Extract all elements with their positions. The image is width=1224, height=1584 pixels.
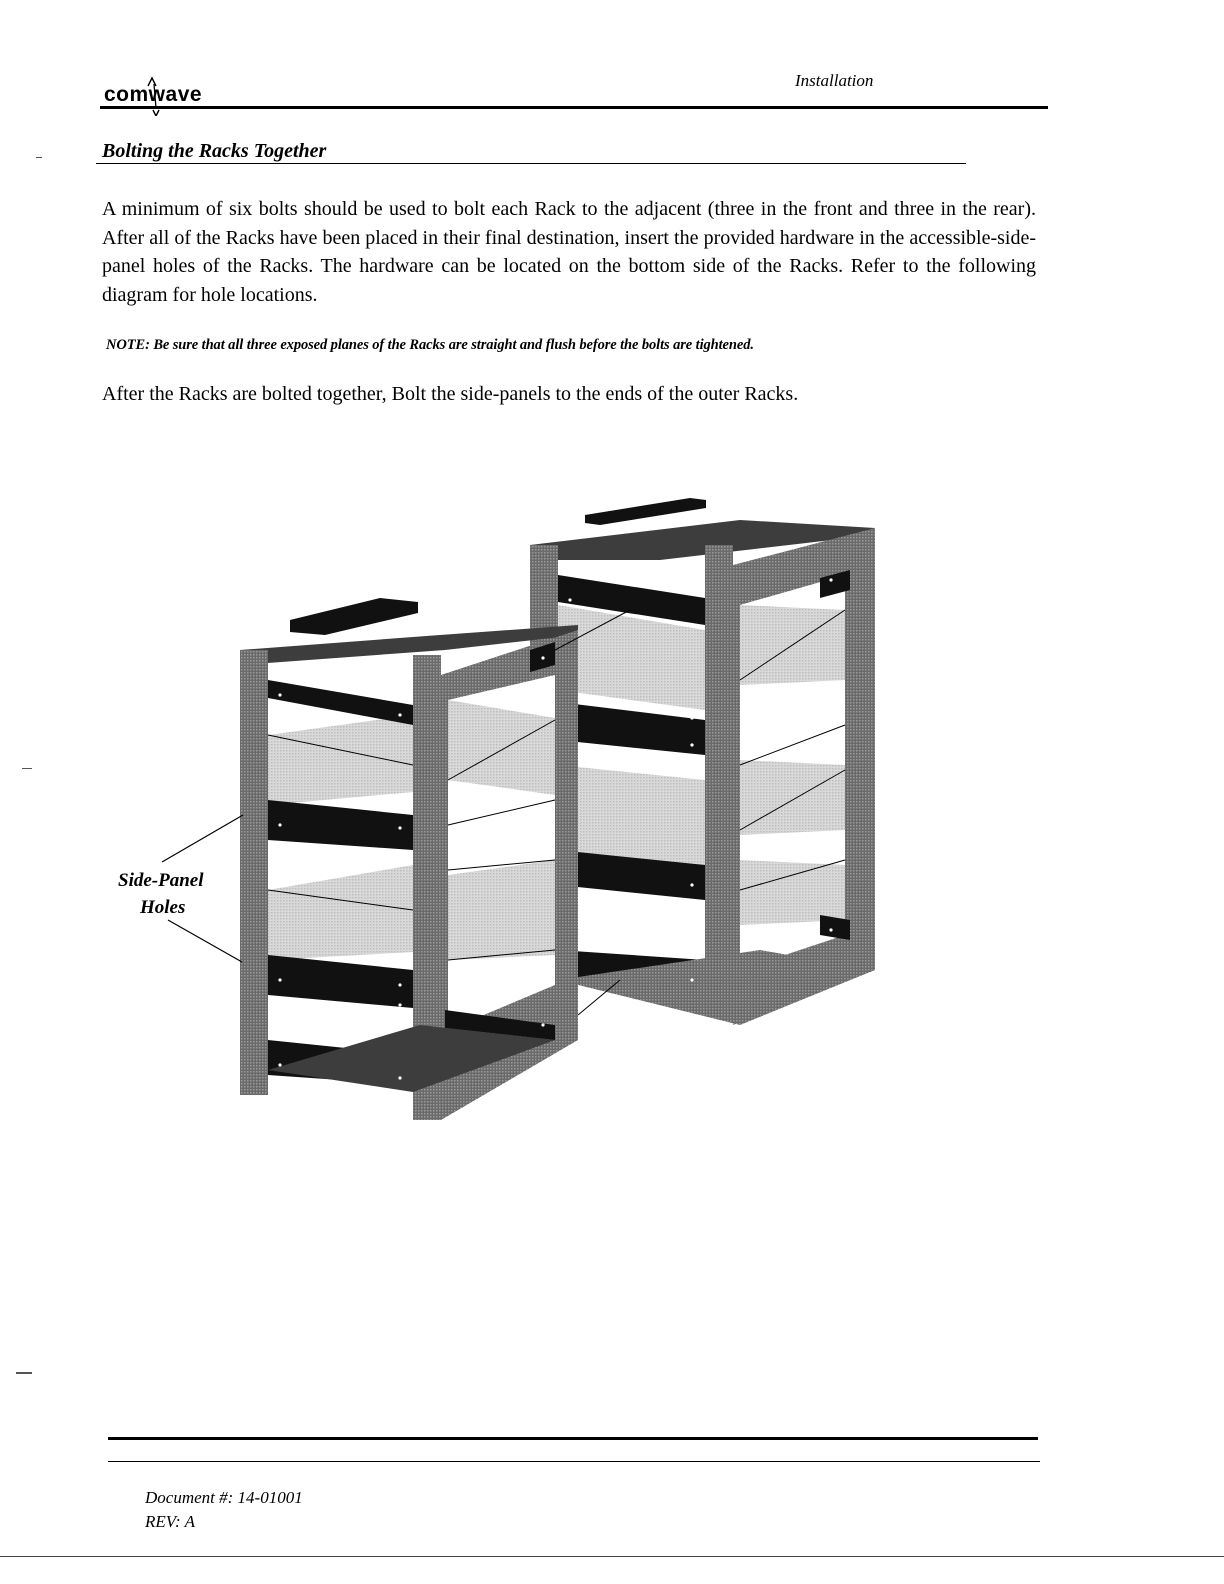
body-paragraph-1: A minimum of six bolts should be used to bolt each Rack to the adjacent (three in the front and three in the rear). After all of the Racks have been placed in their final destination, insert the provided hardware in the accessible-side-panel holes of the Racks. The hardware can be located on the bottom side of the Racks. Refer to the following diagram for hole locations. <box>102 198 1036 306</box>
callout-leader-lower <box>168 920 242 962</box>
header-rule <box>100 106 1048 109</box>
callout-side-panel: Side-Panel <box>118 870 204 891</box>
body-paragraph-2: After the Racks are bolted together, Bolt the side-panels to the ends of the outer Racks. <box>102 383 799 405</box>
footer-rule-thin <box>108 1461 1040 1462</box>
document-number: Document #: 14-01001 <box>145 1488 303 1507</box>
section-rule <box>96 163 966 164</box>
front-rack <box>240 598 578 1120</box>
margin-mark <box>22 768 32 769</box>
rack-diagram <box>100 480 900 1140</box>
page-bottom-rule <box>0 1556 1224 1557</box>
logo-wordmark: comwave <box>104 83 203 106</box>
revision-label: REV: A <box>145 1512 196 1531</box>
margin-mark <box>16 1372 32 1374</box>
callout-holes: Holes <box>140 897 186 918</box>
footer-rule-thick <box>108 1437 1038 1440</box>
callout-leader-upper <box>162 815 243 862</box>
back-rack <box>530 498 875 1025</box>
note-text: NOTE: Be sure that all three exposed planes of the Racks are straight and flush before the bolts are tightened. <box>106 337 754 353</box>
section-title: Bolting the Racks Together <box>102 140 327 162</box>
margin-mark <box>36 157 42 158</box>
header-section-title: Installation <box>795 71 874 90</box>
